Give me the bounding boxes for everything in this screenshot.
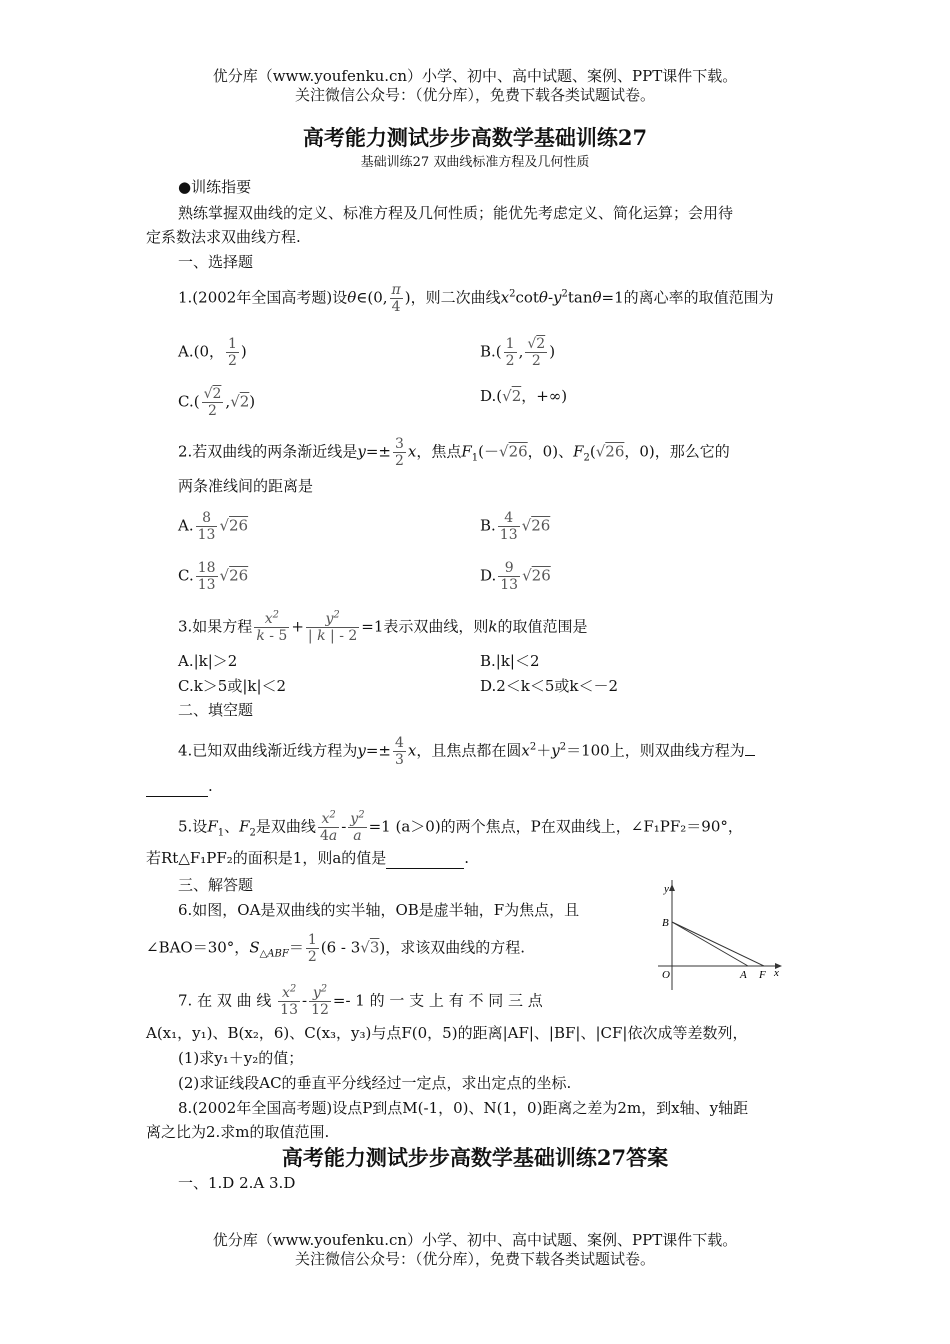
guide-heading: ●训练指要 (178, 178, 252, 196)
guide-text-2: 定系数法求双曲线方程. (146, 228, 301, 246)
q6-figure (650, 880, 790, 995)
q4-blank: . (146, 776, 213, 797)
q3-option-c: C.k＞5或|k|＜2 (178, 677, 287, 695)
footer-line-1: 优分库（www.youfenku.cn）小学、初中、高中试题、案例、PPT课件下载。 (212, 1231, 738, 1249)
q7-part-2: (2)求证线段AC的垂直平分线经过一定点，求出定点的坐标. (178, 1074, 572, 1092)
q1-option-c: C.( $\frac{√2}{2}$ ,√2) (178, 386, 256, 419)
q5-stem: 5.设$F_1$、$F_2$是双曲线 $\frac{x^2}{4a}$ - $\frac{y^2}{a}$ =1 (a＞0)的两个焦点，P在双曲线上，∠F₁PF₂＝90°， (178, 809, 743, 844)
q2-option-d: D. $\frac{9}{13}$ √26 (480, 560, 551, 593)
q7-part-1: (1)求y₁＋y₂的值； (178, 1049, 304, 1067)
q8-line-1: 8.(2002年全国高考题)设点P到点M(-1，0)、N(1，0)距离之差为2m，到x轴、y轴距 (178, 1099, 749, 1117)
section-choice: 一、选择题 (178, 253, 254, 271)
q2-option-c: C. $\frac{18}{13}$ √26 (178, 560, 249, 593)
q2-option-b: B. $\frac{4}{13}$ √26 (480, 510, 551, 543)
q6-line-1: 6.如图，OA是双曲线的实半轴，OB是虚半轴，F为焦点，且 (178, 901, 580, 919)
footer-line-2: 关注微信公众号：（优分库），免费下载各类试题试卷。 (294, 1250, 655, 1268)
q1-option-d: D.(√2，+∞) (480, 387, 568, 405)
q7-line-2: A(x₁，y₁)、B(x₂，6)、C(x₃，y₃)与点F(0，5)的距离|AF|、|BF|、|CF|依次成等差数列， (146, 1024, 748, 1042)
q3-option-d: D.2＜k＜5或k＜－2 (480, 677, 619, 695)
q2-stem: 2.若双曲线的两条渐近线是y=± $\frac{3}{2}$ x，焦点$F_1(-√26$，0)、$F_2(√26$，0)，那么它的 (178, 436, 730, 469)
q3-option-a: A.|k|＞2 (178, 652, 238, 670)
y-arrow (669, 884, 675, 891)
header-line-1: 优分库（www.youfenku.cn）小学、初中、高中试题、案例、PPT课件下载。 (212, 67, 738, 85)
label-x: x (774, 967, 779, 979)
q7-stem: 7. 在 双 曲 线 $\frac{x^2}{13}$ - $\frac{y^2}{12}$ =- 1 的 一 支 上 有 不 同 三 点 (178, 983, 543, 1018)
q3-option-b: B.|k|＜2 (480, 652, 540, 670)
page-subtitle: 基础训练27 双曲线标准方程及几何性质 (360, 155, 590, 170)
q5-stem-2: 若Rt△F₁PF₂的面积是1，则a的值是 . (146, 849, 470, 867)
q2-option-a: A. $\frac{8}{13}$ √26 (178, 510, 249, 543)
answers-title: 高考能力测试步步高数学基础训练27答案 (281, 1145, 669, 1170)
segment-BF (672, 922, 764, 966)
section-fill: 二、填空题 (178, 701, 254, 719)
label-F: F (759, 969, 766, 981)
q1-option-b: B.( $\frac{1}{2}$ , $\frac{√2}{2}$ ) (480, 336, 556, 369)
label-A: A (740, 969, 747, 981)
label-y: y (664, 883, 669, 895)
segment-BA (672, 922, 748, 966)
answers-line-1: 一、1.D 2.A 3.D (178, 1174, 296, 1192)
header-line-2: 关注微信公众号：（优分库），免费下载各类试题试卷。 (294, 86, 655, 104)
section-answer: 三、解答题 (178, 876, 254, 894)
guide-text-1: 熟练掌握双曲线的定义、标准方程及几何性质；能优先考虑定义、简化运算；会用待 (178, 204, 734, 222)
q2-stem-2: 两条准线间的距离是 (178, 477, 314, 495)
page-title: 高考能力测试步步高数学基础训练27 (302, 125, 648, 150)
label-B: B (662, 917, 669, 929)
q1-option-a: A.(0， $\frac{1}{2}$ ) (178, 336, 247, 369)
label-O: O (662, 969, 670, 981)
q1-stem: 1.(2002年全国高考题)设θ∈(0, $\frac{\pi}{4}$ )，则二次曲线$x^2\cot\theta-y^2\tan\theta=1$的离心率的取值范围为 (178, 282, 774, 315)
q3-stem: 3.如果方程 $\frac{x^2}{k - 5}$ + $\frac{y^2}{| k | - 2}$ =1表示双曲线，则k的取值范围是 (178, 609, 588, 644)
q4-stem: 4.已知双曲线渐近线方程为y=± $\frac{4}{3}$ x，且焦点都在圆$x^2+y^2=100$上，则双曲线方程为 (178, 735, 755, 768)
q8-line-2: 离之比为2.求m的取值范围. (146, 1123, 330, 1141)
q6-line-2: ∠BAO＝30°，$S_{\triangle ABF}=$ $\frac{1}{2}$ (6 - 3√3)，求该双曲线的方程. (146, 932, 526, 965)
